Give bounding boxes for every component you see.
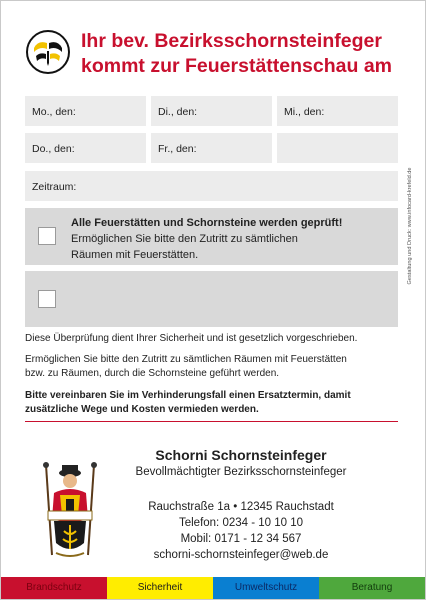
thursday-label: Do., den: (32, 143, 75, 155)
blank-checkbox[interactable] (38, 290, 56, 308)
chimney-sweep-emblem-icon (26, 30, 70, 74)
company-phone: Telefon: 0234 - 10 10 10 (178, 517, 304, 529)
wednesday-label: Mi., den: (284, 106, 325, 118)
paragraph-access-line1: Ermöglichen Sie bitte den Zutritt zu sämtlichen Räumen mit Feuerstätten (25, 354, 347, 365)
footer-item-sicherheit: Sicherheit (107, 577, 213, 599)
guild-crest-icon (34, 459, 106, 561)
paragraph-access-line2: bzw. zu Räumen, durch die Schornsteine geführt werden. (25, 368, 280, 379)
extra-date-field[interactable] (277, 133, 398, 163)
wednesday-field[interactable] (277, 96, 398, 126)
paragraph-reschedule-line2: zusätzliche Wege und Kosten vermieden werden. (25, 404, 259, 415)
title-line-2: kommt zur Feuerstättenschau am (81, 55, 393, 77)
paragraph-safety: Diese Überprüfung dient Ihrer Sicherheit und ist gesetzlich vorgeschrieben. (25, 333, 358, 344)
paragraph-reschedule (25, 389, 405, 417)
timeframe-field[interactable] (25, 171, 398, 201)
side-credit-text: Gestaltung und Druck: www.infocard-krefeld.de (407, 167, 413, 285)
check-row-all (25, 208, 398, 265)
title-line-1: Ihr bev. Bezirksschornsteinfeger (81, 30, 382, 52)
check-row-all-line2: Räumen mit Feuerstätten. (71, 249, 199, 261)
friday-field[interactable] (151, 133, 272, 163)
tuesday-label: Di., den: (158, 106, 198, 118)
thursday-field[interactable] (25, 133, 146, 163)
all-checked-checkbox[interactable] (38, 227, 56, 245)
page-title (81, 29, 392, 79)
check-row-all-title: Alle Feuerstätten und Schornsteine werden geprüft! (71, 217, 343, 229)
footer-bar (1, 577, 425, 599)
paragraph-reschedule-line1: Bitte vereinbaren Sie im Verhinderungsfall einen Ersatztermin, damit (25, 390, 351, 401)
tuesday-field[interactable] (151, 96, 272, 126)
check-row-blank (25, 271, 398, 327)
company-name: Schorni Schornsteinfeger (155, 447, 327, 463)
company-role: Bevollmächtigter Bezirksschornsteinfeger (135, 466, 347, 478)
friday-label: Fr., den: (158, 143, 197, 155)
company-email[interactable]: schorni-schornsteinfeger@web.de (153, 549, 329, 561)
check-row-all-text (71, 215, 342, 263)
company-address: Rauchstraße 1a • 12345 Rauchstadt (148, 501, 334, 513)
divider (25, 421, 398, 422)
footer-item-umweltschutz: Umweltschutz (213, 577, 319, 599)
paragraph-access (25, 353, 405, 381)
footer-item-beratung: Beratung (319, 577, 425, 599)
check-row-all-line1: Ermöglichen Sie bitte den Zutritt zu sämtlichen (71, 233, 298, 245)
timeframe-label: Zeitraum: (32, 181, 77, 193)
monday-label: Mo., den: (32, 106, 76, 118)
side-credit (406, 131, 414, 321)
company-mobile: Mobil: 0171 - 12 34 567 (180, 533, 302, 545)
monday-field[interactable] (25, 96, 146, 126)
footer-item-brandschutz: Brandschutz (1, 577, 107, 599)
